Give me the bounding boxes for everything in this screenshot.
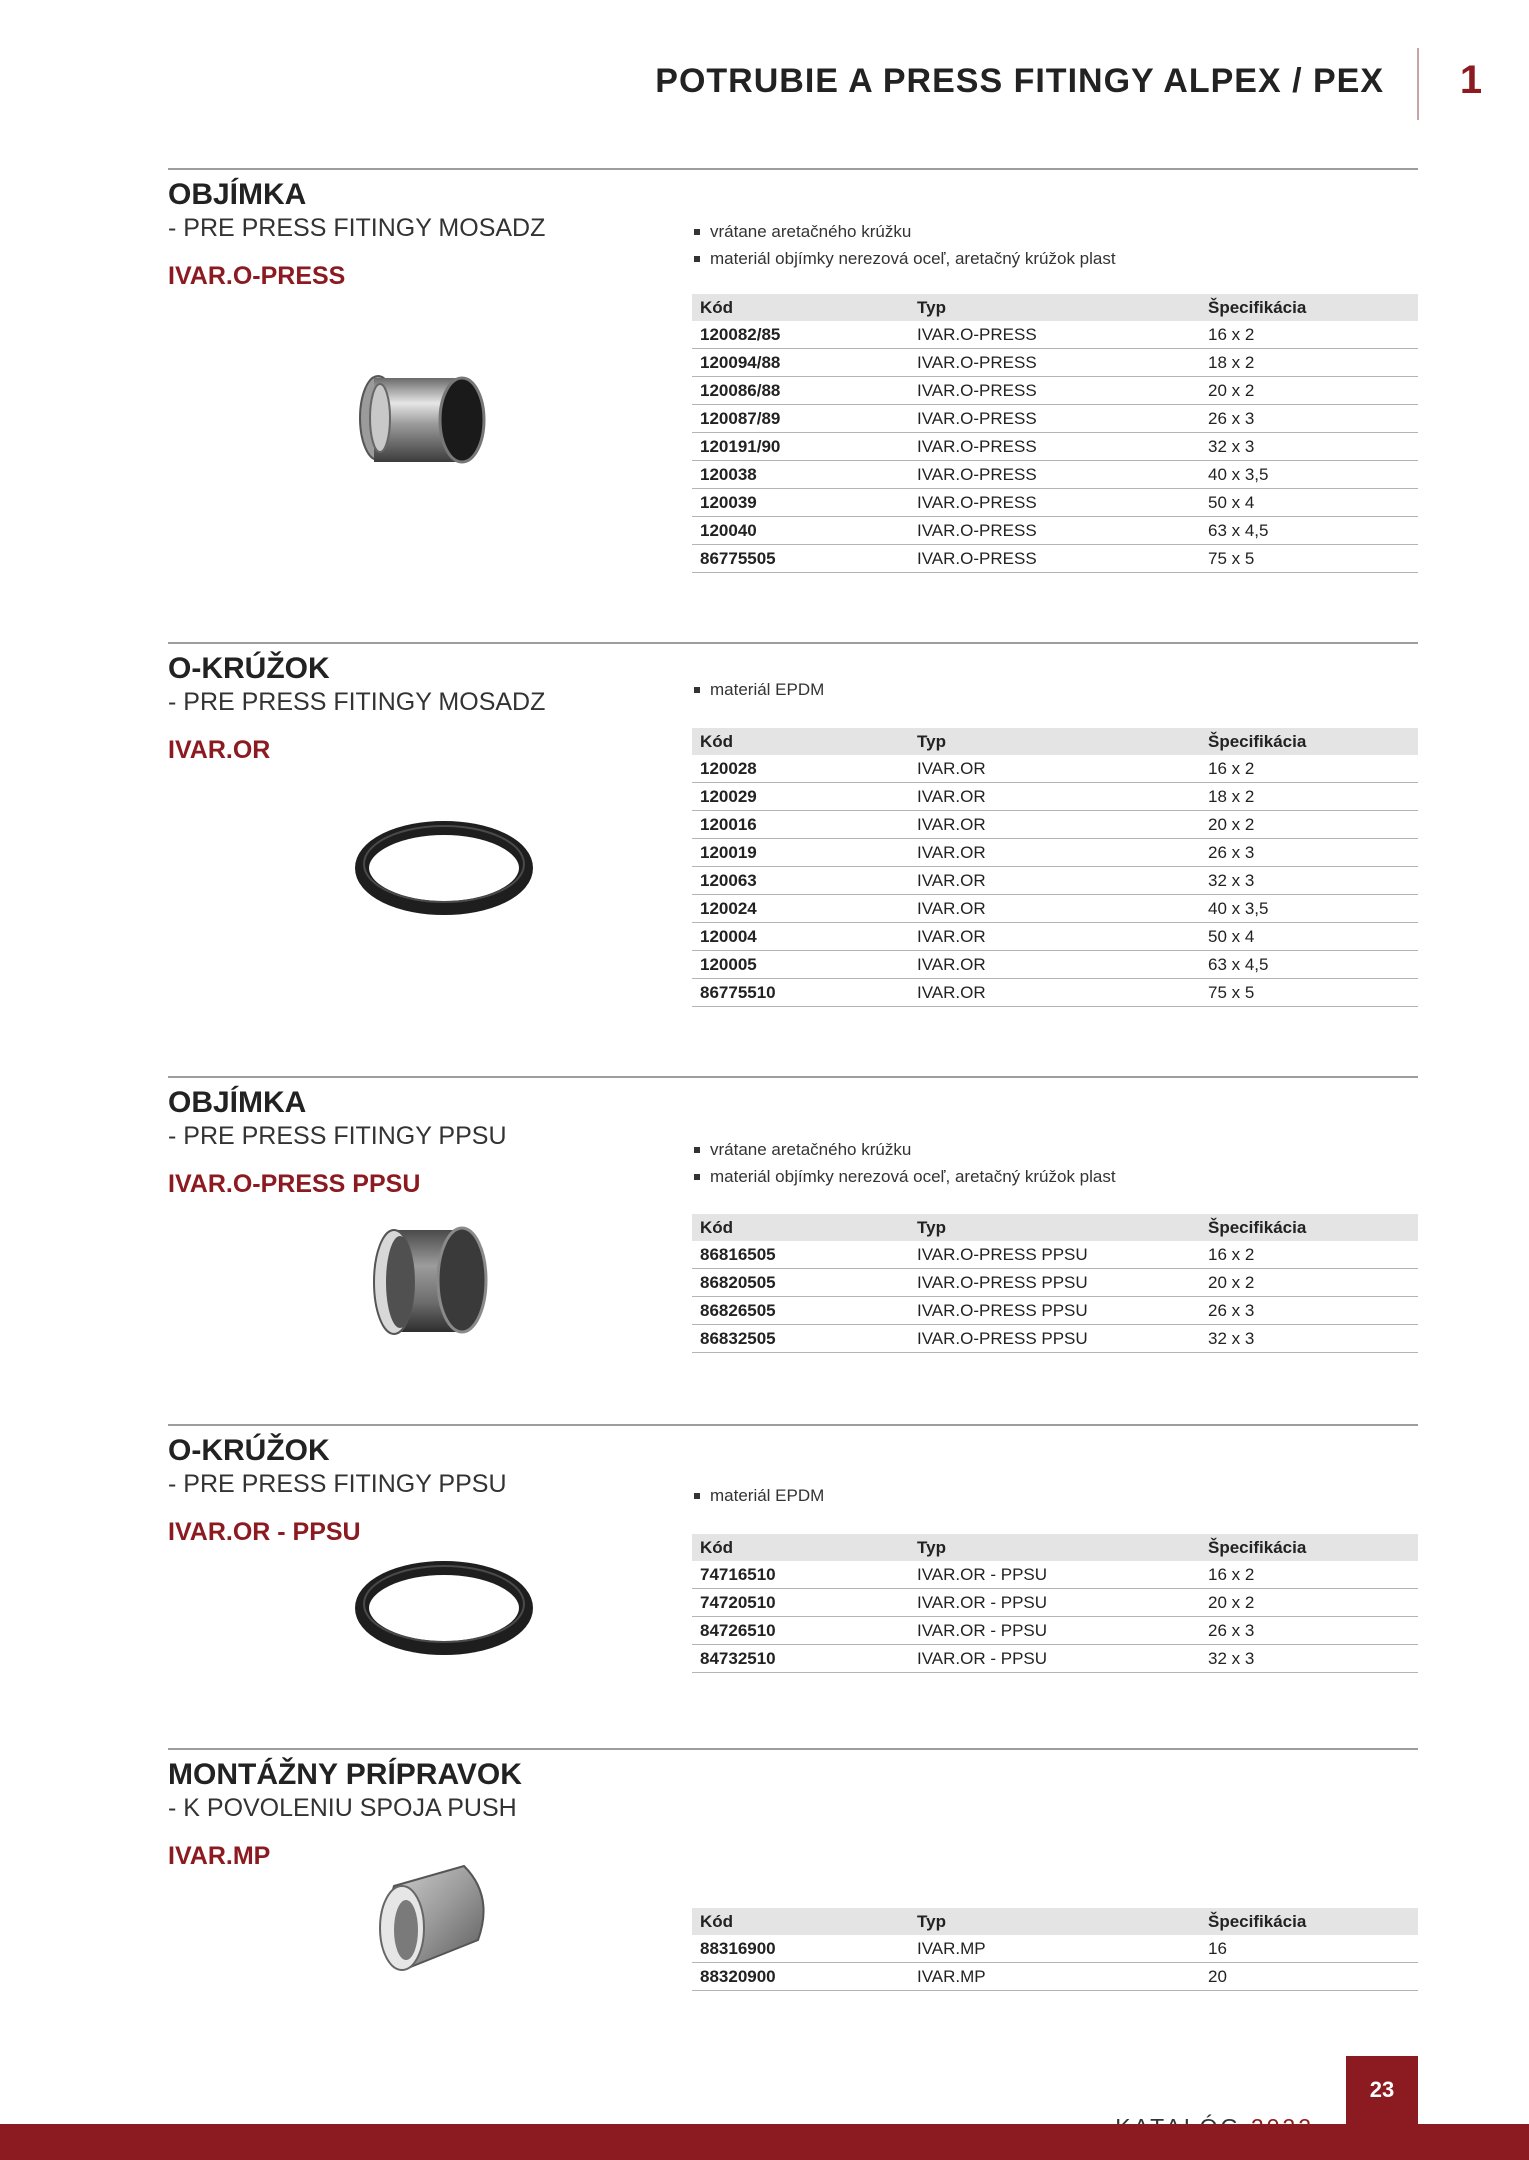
mounting-tool-image (354, 1856, 504, 1996)
section-o-ring-mosadz (168, 642, 1418, 1042)
cell-spec: 16 x 2 (1208, 1565, 1255, 1584)
cell-type: IVAR.MP (917, 1967, 986, 1986)
feature-item: materiál EPDM (692, 1482, 824, 1509)
cell-code: 86826505 (700, 1301, 776, 1320)
cell-type: IVAR.OR - PPSU (917, 1593, 1048, 1612)
cell-code: 86832505 (700, 1329, 776, 1348)
cell-code: 74716510 (700, 1565, 776, 1584)
cell-code: 120029 (700, 787, 757, 806)
product-name: IVAR.O-PRESS PPSU (168, 1170, 421, 1198)
cell-code: 86775505 (700, 549, 776, 568)
col-header-code: Kód (700, 1538, 734, 1557)
cell-code: 120191/90 (700, 437, 781, 456)
product-table (692, 1534, 1418, 1673)
table-row (692, 1325, 1418, 1353)
cell-code: 88320900 (700, 1967, 776, 1986)
col-header-code: Kód (700, 1218, 734, 1237)
section-objimka-mosadz (168, 168, 1418, 588)
cell-code: 120094/88 (700, 353, 781, 372)
cell-type: IVAR.OR (917, 927, 986, 946)
col-header-type: Typ (917, 732, 946, 751)
section-divider (168, 1424, 1418, 1426)
section-divider (168, 1748, 1418, 1750)
table-header-row (692, 294, 1418, 321)
o-ring-image (344, 812, 544, 922)
cell-spec: 20 x 2 (1208, 815, 1255, 834)
cell-type: IVAR.OR (917, 871, 986, 890)
cell-type: IVAR.O-PRESS PPSU (917, 1245, 1088, 1264)
cell-spec: 32 x 3 (1208, 437, 1255, 456)
table-row (692, 1645, 1418, 1673)
table-row (692, 979, 1418, 1007)
table-row (692, 811, 1418, 839)
cell-spec: 50 x 4 (1208, 927, 1255, 946)
cell-type: IVAR.OR - PPSU (917, 1649, 1048, 1668)
feature-item: vrátane aretačného krúžku (692, 1136, 1116, 1163)
section-montazny-pripravok (168, 1748, 1418, 2008)
col-header-type: Typ (917, 1538, 946, 1557)
cell-spec: 63 x 4,5 (1208, 521, 1269, 540)
cell-spec: 26 x 3 (1208, 409, 1255, 428)
feature-item: materiál objímky nerezová oceľ, aretačný krúžok plast (692, 245, 1116, 272)
product-name: IVAR.OR - PPSU (168, 1518, 361, 1546)
cell-code: 84726510 (700, 1621, 776, 1640)
table-row (692, 1561, 1418, 1589)
chapter-title: POTRUBIE A PRESS FITINGY ALPEX / PEX (655, 62, 1384, 100)
product-name: IVAR.O-PRESS (168, 262, 346, 290)
table-row (692, 839, 1418, 867)
cell-type: IVAR.O-PRESS PPSU (917, 1301, 1088, 1320)
cell-type: IVAR.OR (917, 843, 986, 862)
feature-list (692, 218, 1116, 272)
cell-spec: 20 x 2 (1208, 1593, 1255, 1612)
cell-type: IVAR.OR (917, 899, 986, 918)
cell-type: IVAR.OR (917, 787, 986, 806)
section-subtitle: - K POVOLENIU SPOJA PUSH (168, 1794, 517, 1822)
chapter-number: 1 (1459, 58, 1483, 102)
col-header-spec: Špecifikácia (1208, 1538, 1307, 1557)
cell-spec: 20 x 2 (1208, 1273, 1255, 1292)
product-name: IVAR.OR (168, 736, 271, 764)
cell-type: IVAR.O-PRESS (917, 549, 1037, 568)
section-divider (168, 1076, 1418, 1078)
table-row (692, 1241, 1418, 1269)
feature-list (692, 1482, 824, 1509)
table-row (692, 1617, 1418, 1645)
cell-type: IVAR.O-PRESS PPSU (917, 1273, 1088, 1292)
section-divider (168, 642, 1418, 644)
product-table (692, 728, 1418, 1007)
cell-type: IVAR.O-PRESS (917, 325, 1037, 344)
cell-spec: 40 x 3,5 (1208, 465, 1269, 484)
section-title: OBJÍMKA (168, 1086, 307, 1119)
feature-list (692, 676, 824, 703)
cell-spec: 75 x 5 (1208, 549, 1255, 568)
cell-type: IVAR.O-PRESS (917, 465, 1037, 484)
section-subtitle: - PRE PRESS FITINGY PPSU (168, 1470, 507, 1498)
cell-code: 120039 (700, 493, 757, 512)
table-row (692, 755, 1418, 783)
table-row (692, 1963, 1418, 1991)
table-header-row (692, 1908, 1418, 1935)
cell-spec: 26 x 3 (1208, 1301, 1255, 1320)
table-header-row (692, 1534, 1418, 1561)
section-title: MONTÁŽNY PRÍPRAVOK (168, 1758, 522, 1791)
cell-type: IVAR.MP (917, 1939, 986, 1958)
header-divider (1417, 48, 1419, 120)
section-title: O-KRÚŽOK (168, 652, 330, 685)
table-row (692, 405, 1418, 433)
cell-type: IVAR.O-PRESS (917, 381, 1037, 400)
cell-code: 120016 (700, 815, 757, 834)
col-header-code: Kód (700, 732, 734, 751)
table-row (692, 489, 1418, 517)
feature-list (692, 1136, 1116, 1190)
cell-spec: 18 x 2 (1208, 787, 1255, 806)
page-number: 23 (1346, 2056, 1418, 2124)
cell-spec: 16 x 2 (1208, 1245, 1255, 1264)
cell-code: 120063 (700, 871, 757, 890)
table-row (692, 377, 1418, 405)
col-header-spec: Špecifikácia (1208, 298, 1307, 317)
table-row (692, 433, 1418, 461)
section-o-ring-ppsu (168, 1424, 1418, 1704)
table-row (692, 923, 1418, 951)
cell-spec: 20 (1208, 1967, 1227, 1986)
cell-type: IVAR.O-PRESS (917, 409, 1037, 428)
cell-code: 120005 (700, 955, 757, 974)
table-header-row (692, 1214, 1418, 1241)
cell-spec: 16 x 2 (1208, 325, 1255, 344)
cell-spec: 63 x 4,5 (1208, 955, 1269, 974)
cell-type: IVAR.OR (917, 815, 986, 834)
cell-spec: 20 x 2 (1208, 381, 1255, 400)
footer-band (0, 2124, 1529, 2160)
cell-code: 120087/89 (700, 409, 781, 428)
cell-type: IVAR.O-PRESS PPSU (917, 1329, 1088, 1348)
table-row (692, 951, 1418, 979)
col-header-spec: Špecifikácia (1208, 1218, 1307, 1237)
cell-spec: 32 x 3 (1208, 1649, 1255, 1668)
table-row (692, 321, 1418, 349)
cell-spec: 16 (1208, 1939, 1227, 1958)
cell-type: IVAR.O-PRESS (917, 437, 1037, 456)
cell-type: IVAR.OR (917, 759, 986, 778)
press-sleeve-image (344, 356, 504, 486)
cell-spec: 32 x 3 (1208, 1329, 1255, 1348)
product-table (692, 1908, 1418, 1991)
product-name: IVAR.MP (168, 1842, 271, 1870)
cell-type: IVAR.OR (917, 983, 986, 1002)
feature-item: materiál EPDM (692, 676, 824, 703)
cell-spec: 26 x 3 (1208, 1621, 1255, 1640)
cell-code: 120019 (700, 843, 757, 862)
section-divider (168, 168, 1418, 170)
cell-code: 120086/88 (700, 381, 781, 400)
col-header-spec: Špecifikácia (1208, 1912, 1307, 1931)
table-row (692, 461, 1418, 489)
cell-spec: 16 x 2 (1208, 759, 1255, 778)
cell-code: 120024 (700, 899, 757, 918)
table-row (692, 545, 1418, 573)
cell-spec: 18 x 2 (1208, 353, 1255, 372)
feature-item: vrátane aretačného krúžku (692, 218, 1116, 245)
section-title: OBJÍMKA (168, 178, 307, 211)
cell-code: 86816505 (700, 1245, 776, 1264)
cell-type: IVAR.OR - PPSU (917, 1565, 1048, 1584)
cell-code: 120004 (700, 927, 757, 946)
cell-spec: 50 x 4 (1208, 493, 1255, 512)
col-header-spec: Špecifikácia (1208, 732, 1307, 751)
col-header-code: Kód (700, 1912, 734, 1931)
cell-type: IVAR.O-PRESS (917, 493, 1037, 512)
section-subtitle: - PRE PRESS FITINGY PPSU (168, 1122, 507, 1150)
table-row (692, 1269, 1418, 1297)
table-row (692, 517, 1418, 545)
table-header-row (692, 728, 1418, 755)
cell-code: 88316900 (700, 1939, 776, 1958)
cell-type: IVAR.O-PRESS (917, 521, 1037, 540)
cell-code: 120082/85 (700, 325, 781, 344)
cell-code: 120038 (700, 465, 757, 484)
product-table (692, 294, 1418, 573)
product-table (692, 1214, 1418, 1353)
cell-spec: 75 x 5 (1208, 983, 1255, 1002)
section-subtitle: - PRE PRESS FITINGY MOSADZ (168, 214, 546, 242)
feature-item: materiál objímky nerezová oceľ, aretačný krúžok plast (692, 1163, 1116, 1190)
cell-spec: 32 x 3 (1208, 871, 1255, 890)
table-row (692, 895, 1418, 923)
cell-code: 86820505 (700, 1273, 776, 1292)
table-row (692, 867, 1418, 895)
o-ring-ppsu-image (344, 1552, 544, 1662)
table-row (692, 1589, 1418, 1617)
cell-code: 120040 (700, 521, 757, 540)
cell-type: IVAR.O-PRESS (917, 353, 1037, 372)
section-title: O-KRÚŽOK (168, 1434, 330, 1467)
table-row (692, 1297, 1418, 1325)
cell-code: 120028 (700, 759, 757, 778)
table-row (692, 1935, 1418, 1963)
cell-code: 86775510 (700, 983, 776, 1002)
col-header-type: Typ (917, 298, 946, 317)
cell-type: IVAR.OR - PPSU (917, 1621, 1048, 1640)
cell-spec: 26 x 3 (1208, 843, 1255, 862)
cell-code: 84732510 (700, 1649, 776, 1668)
ppsu-sleeve-image (348, 1216, 508, 1346)
section-subtitle: - PRE PRESS FITINGY MOSADZ (168, 688, 546, 716)
col-header-type: Typ (917, 1218, 946, 1237)
col-header-code: Kód (700, 298, 734, 317)
table-row (692, 783, 1418, 811)
section-objimka-ppsu (168, 1076, 1418, 1376)
cell-code: 74720510 (700, 1593, 776, 1612)
col-header-type: Typ (917, 1912, 946, 1931)
cell-type: IVAR.OR (917, 955, 986, 974)
table-row (692, 349, 1418, 377)
cell-spec: 40 x 3,5 (1208, 899, 1269, 918)
